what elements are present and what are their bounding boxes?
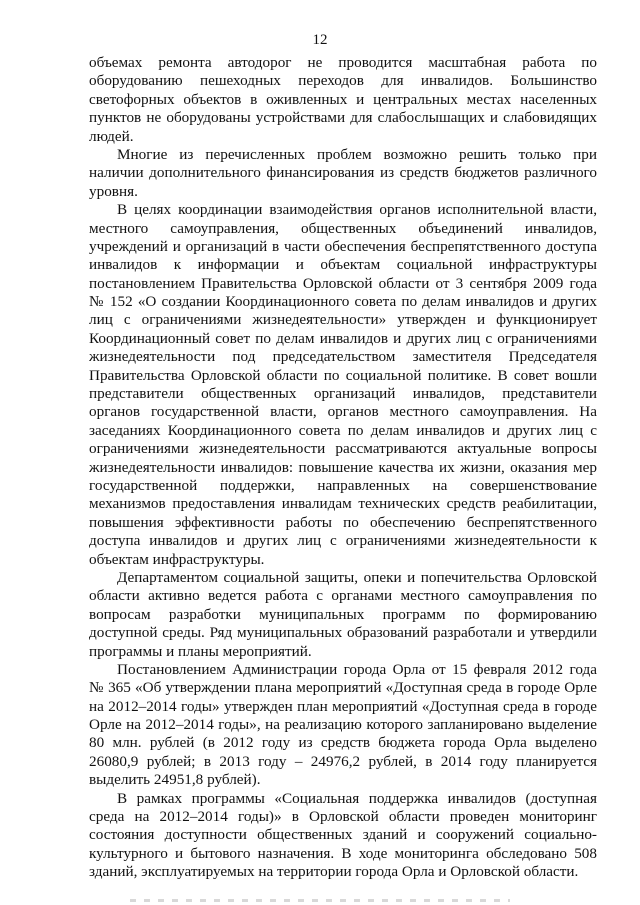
text-line: жизнедеятельности под председательством заместителя Председателя xyxy=(89,348,597,366)
text-line: Постановлением Администрации города Орла от 15 февраля 2012 года xyxy=(117,660,597,678)
paragraph xyxy=(89,661,597,790)
text-line: Орле на 2012–2014 годы», на реализацию которого запланировано выделение xyxy=(89,716,597,734)
text-line: среда на 2012–2014 годы)» в Орловской области проведен мониторинг xyxy=(89,808,597,826)
text-line: уровня. xyxy=(89,182,138,200)
text-line: государственной поддержки, направленных на совершенствование xyxy=(89,476,597,494)
text-line: оборудованию пешеходных переходов для инвалидов. Большинство xyxy=(89,72,597,90)
text-line: лиц с ограничениями жизнедеятельности» утвержден и функционирует xyxy=(89,311,597,329)
text-line: культурного и бытового назначения. В ходе мониторинга обследовано 508 xyxy=(89,844,597,862)
text-line: доступной среды. Ряд муниципальных образований разработали и утвердили xyxy=(89,624,597,642)
text-line: выделить 24951,8 рублей). xyxy=(89,771,261,789)
text-line: объектам инфраструктуры. xyxy=(89,550,265,568)
paragraph xyxy=(89,146,597,201)
text-line: повышения эффективности работы по обеспечению беспрепятственного xyxy=(89,513,597,531)
text-line: на 2012–2014 годы» утвержден план мероприятий «Доступная среда в городе xyxy=(89,697,597,715)
text-line: В рамках программы «Социальная поддержка инвалидов (доступная xyxy=(117,789,597,807)
text-line: органов государственной власти, органов местного самоуправления. На xyxy=(89,403,597,421)
text-line: области активно ведется работа с органами местного самоуправления по xyxy=(89,587,597,605)
text-line: зданий, эксплуатируемых на территории города Орла и Орловской области. xyxy=(89,863,579,881)
text-line: объемах ремонта автодорог не проводится масштабная работа по xyxy=(89,54,597,71)
text-line: программы и планы мероприятий. xyxy=(89,642,312,660)
text-line: состояния доступности общественных зданий и сооружений социально- xyxy=(89,826,597,844)
body-text xyxy=(89,54,597,882)
text-line: учреждений и организаций в части обеспечения беспрепятственного доступа xyxy=(89,237,597,255)
text-line: местного самоуправления, общественных объединений инвалидов, xyxy=(89,219,597,237)
text-line: наличии дополнительного финансирования из средств бюджетов различного xyxy=(89,164,597,182)
text-line: представители общественных организаций инвалидов, представители xyxy=(89,385,597,403)
text-line: светофорных объектов в оживленных и центральных местах населенных xyxy=(89,90,597,108)
text-line: 26080,9 рублей; в 2013 году – 24976,2 рублей, в 2014 году планируется xyxy=(89,752,597,770)
text-line: доступа инвалидов и других лиц с ограничениями жизнедеятельности к xyxy=(89,532,597,550)
paragraph xyxy=(89,201,597,569)
scan-edge-artifact xyxy=(130,899,510,902)
text-line: инвалидов к информации и объектам социальной инфраструктуры xyxy=(89,256,597,274)
paragraph xyxy=(89,569,597,661)
text-line: заседаниях Координационного совета по делам инвалидов и других лиц с xyxy=(89,421,597,439)
text-line: ограничениями жизнедеятельности рассматриваются актуальные вопросы xyxy=(89,440,597,458)
text-line: Многие из перечисленных проблем возможно решить только при xyxy=(117,145,597,163)
text-line: 80 млн. рублей (в 2012 году из средств бюджета города Орла выделено xyxy=(89,734,597,752)
text-line: № 365 «Об утверждении плана мероприятий «Доступная среда в городе Орле xyxy=(89,679,597,697)
text-line: механизмов предоставления инвалидам технических средств реабилитации, xyxy=(89,495,597,513)
paragraph xyxy=(89,790,597,882)
text-line: пунктов не оборудованы устройствами для слабослышащих и слабовидящих xyxy=(89,109,597,127)
text-line: В целях координации взаимодействия органов исполнительной власти, xyxy=(117,201,597,219)
paragraph xyxy=(89,54,597,146)
text-line: вопросам разработки муниципальных программ по формированию xyxy=(89,605,597,623)
text-line: Координационный совет по делам инвалидов и других лиц с ограничениями xyxy=(89,329,597,347)
text-line: № 152 «О создании Координационного совета по делам инвалидов и других xyxy=(89,293,597,311)
text-line: Правительства Орловской области по социальной политике. В совет вошли xyxy=(89,366,597,384)
page-number: 12 xyxy=(312,32,328,48)
text-line: постановлением Правительства Орловской области от 3 сентября 2009 года xyxy=(89,274,597,292)
text-line: Департаментом социальной защиты, опеки и попечительства Орловской xyxy=(117,568,597,586)
text-line: жизнедеятельности инвалидов: повышение качества их жизни, оказания мер xyxy=(89,458,597,476)
text-line: людей. xyxy=(89,127,134,145)
